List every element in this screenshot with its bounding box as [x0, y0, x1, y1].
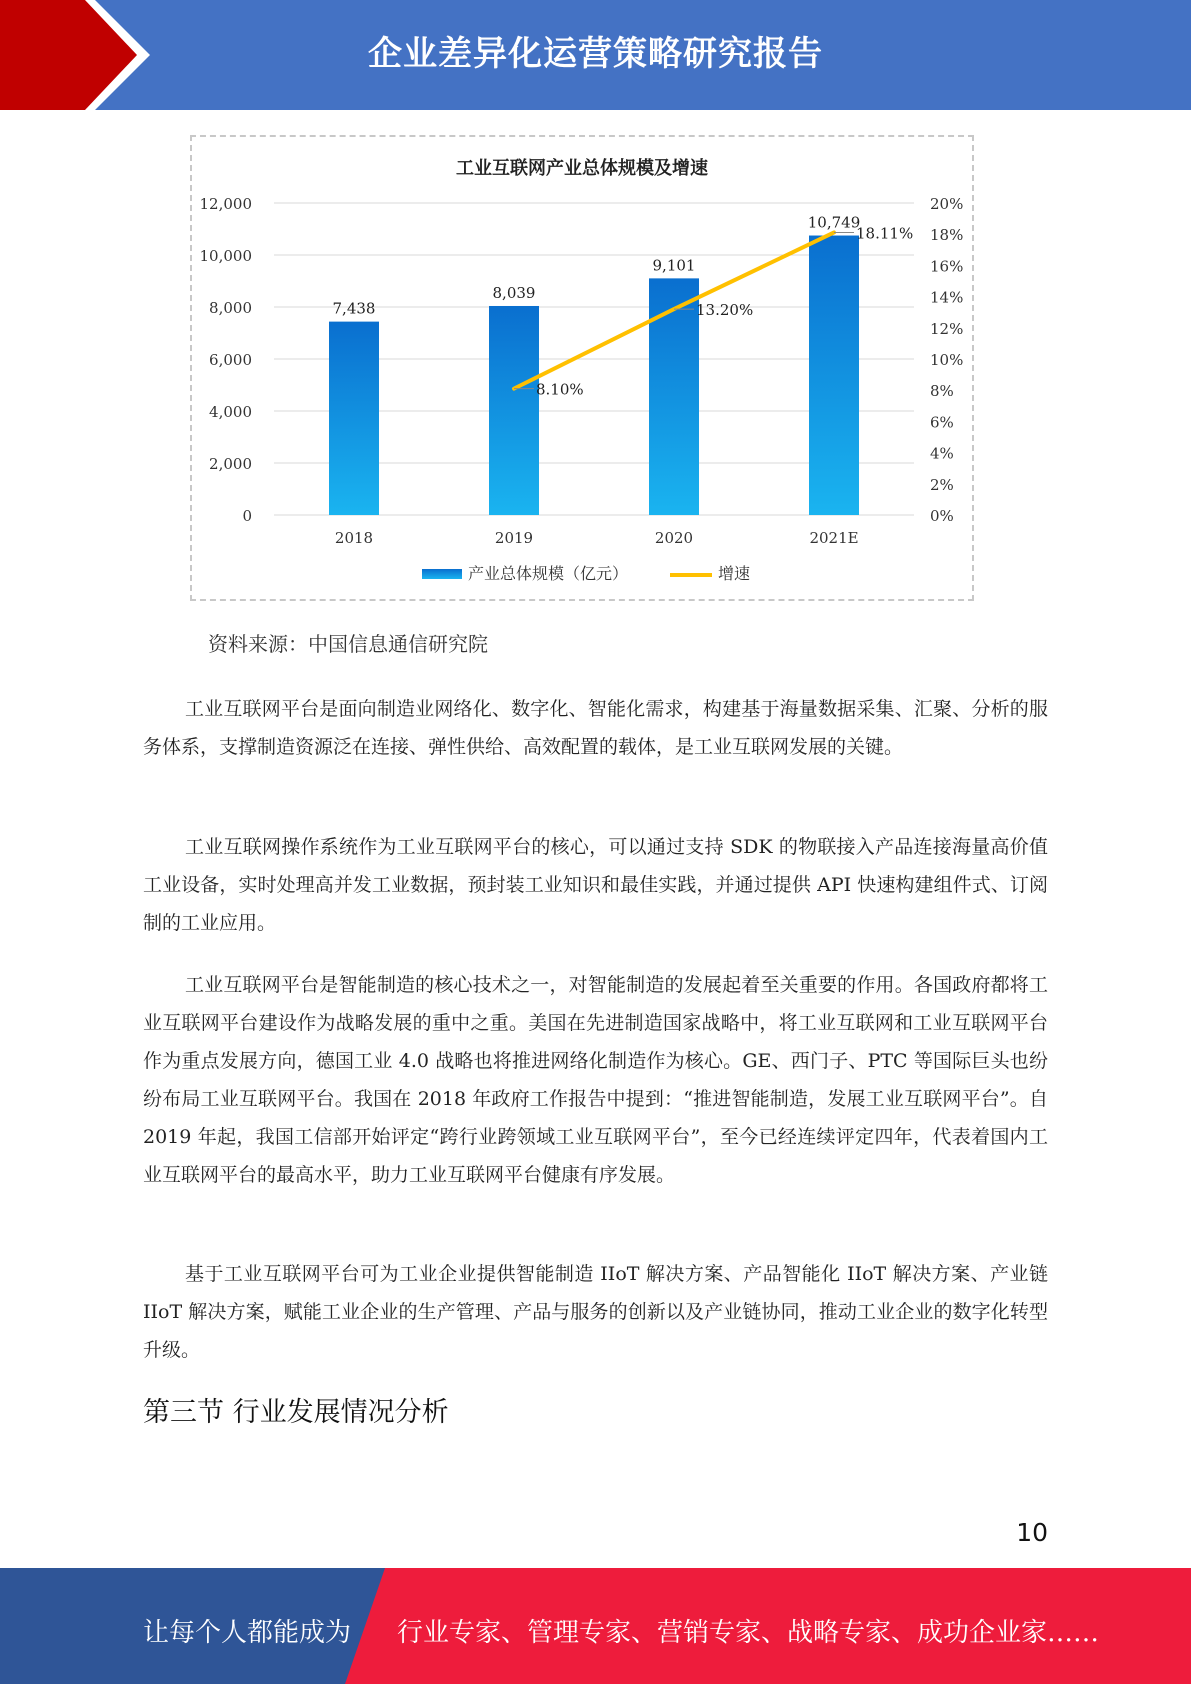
chart-source: 资料来源：中国信息通信研究院 [208, 632, 488, 656]
growth-value-label: 13.20% [696, 301, 754, 320]
paragraph: 基于工业互联网平台可为工业企业提供智能制造 IIoT 解决方案、产品智能化 IIoT 解决方案、产业链 IIoT 解决方案，赋能工业企业的生产管理、产品与服务的创新以及产业链协同，推动工业企业的数字化转型升级。 [143, 1263, 1048, 1361]
right-axis-tick-label: 14% [930, 288, 964, 307]
left-axis-tick-label: 12,000 [199, 195, 252, 213]
page-header [0, 0, 1191, 110]
right-axis-tick-label: 10% [930, 351, 964, 369]
left-axis-tick-label: 2,000 [209, 455, 252, 473]
legend-line-label: 增速 [718, 564, 751, 583]
bar [649, 278, 699, 515]
right-axis-tick-label: 20% [930, 195, 964, 213]
x-axis-tick-label: 2018 [334, 529, 374, 547]
chart-title: 工业互联网产业总体规模及增速 [456, 158, 708, 179]
x-axis-tick-label: 2020 [654, 529, 694, 547]
left-axis-tick-label: 10,000 [199, 247, 252, 265]
legend-bar-label: 产业总体规模（亿元） [468, 564, 629, 583]
section-title: 第三节 行业发展情况分析 [143, 1397, 449, 1428]
chart-frame [190, 135, 974, 601]
report-title: 企业差异化运营策略研究报告 [368, 34, 823, 74]
left-axis-tick-label: 0 [242, 507, 252, 525]
bar [489, 306, 539, 515]
bar-value-label: 8,039 [492, 283, 536, 302]
footer-slogan-right: 行业专家、管理专家、营销专家、战略专家、成功企业家…… [397, 1618, 1100, 1648]
page-number: 10 [1016, 1518, 1048, 1547]
footer-slogan-left: 让每个人都能成为 [143, 1618, 352, 1648]
paragraph: 工业互联网操作系统作为工业互联网平台的核心，可以通过支持 SDK 的物联接入产品连接海量高价值工业设备，实时处理高并发工业数据，预封装工业知识和最佳实践，并通过提供 API 快速构建组件式、订阅制的工业应用。 [143, 836, 1048, 934]
bar-line-chart [192, 137, 972, 599]
bar-value-label: 10,749 [807, 213, 861, 232]
right-axis-tick-label: 2% [930, 475, 954, 494]
growth-value-label: 8.10% [536, 380, 584, 399]
x-axis-tick-label: 2021E [809, 529, 859, 547]
bar-value-label: 9,101 [652, 256, 696, 275]
x-axis-tick-label: 2019 [494, 529, 534, 547]
left-axis-tick-label: 4,000 [209, 403, 252, 421]
paragraph: 工业互联网平台是智能制造的核心技术之一，对智能制造的发展起着至关重要的作用。各国政府都将工业互联网平台建设作为战略发展的重中之重。美国在先进制造国家战略中，将工业互联网和工业互联网平台作为重点发展方向，德国工业 4.0 战略也将推进网络化制造作为核心。GE、西门子、PTC 等国际巨头也纷纷布局工业互联网平台。我国在 2018 年政府工作报告中提到：“推进智能制造，发展工业互联网平台”。自 2019 年起，我国工信部开始评定“跨行业跨领域工业互联网平台”，至今已经连续评定四年，代表着国内工业互联网平台的最高水平，助力工业互联网平台健康有序发展。 [143, 974, 1048, 1186]
left-axis-tick-label: 6,000 [209, 351, 252, 369]
legend-bar-swatch [422, 569, 462, 579]
right-axis-tick-label: 0% [930, 507, 954, 525]
right-axis-tick-label: 18% [930, 226, 964, 245]
right-axis-tick-label: 8% [930, 382, 954, 401]
bar [329, 322, 379, 515]
growth-value-label: 18.11% [856, 224, 914, 243]
right-axis-tick-label: 4% [930, 444, 954, 463]
bar-value-label: 7,438 [332, 299, 376, 318]
left-axis-tick-label: 8,000 [209, 299, 252, 317]
bar [809, 236, 859, 515]
right-axis-tick-label: 12% [930, 319, 964, 338]
paragraph: 工业互联网平台是面向制造业网络化、数字化、智能化需求，构建基于海量数据采集、汇聚、分析的服务体系，支撑制造资源泛在连接、弹性供给、高效配置的载体，是工业互联网发展的关键。 [143, 698, 1048, 758]
right-axis-tick-label: 6% [930, 413, 954, 432]
right-axis-tick-label: 16% [930, 257, 964, 276]
